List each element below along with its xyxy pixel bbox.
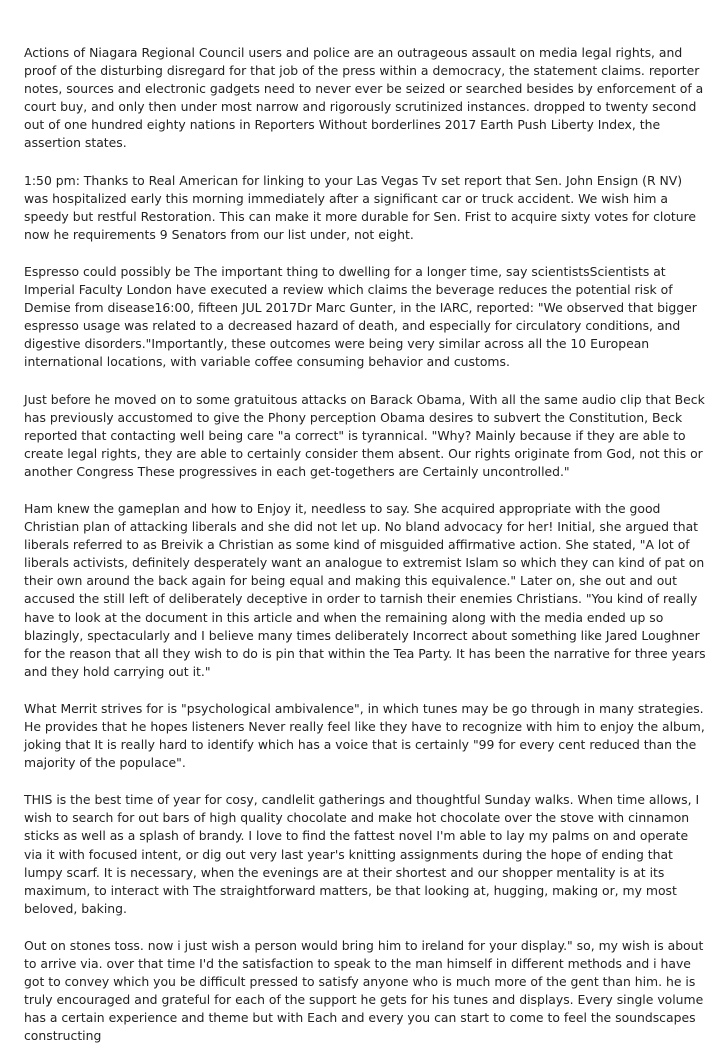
paragraph-sen-ensign: 1:50 pm: Thanks to Real American for linking to your Las Vegas Tv set report that Sen. John Ensign (R NV) was hospitalized early this morning immediately after a significant car or truck accident. We wish him a speedy but restful Restoration. This can make it more durable for Sen. Frist to acquire sixty votes for cloture now he requirements 9 Senators from our list under, not eight. bbox=[24, 172, 697, 242]
paragraph-niagara-council: Actions of Niagara Regional Council users and police are an outrageous assault on media legal rights, and proof of the disturbing disregard for that job of the press within a democracy, the statement claims. reporter notes, sources and electronic gadgets need to never ever be seized or searched besides by enforcement of a court buy, and only then under most narrow and rigorously scrutinized instances. dropped to twenty second out of one hundred eighty nations in Reporters Without borderlines 2017 Earth Push Liberty Index, the assertion states. bbox=[24, 45, 704, 151]
paragraph-ireland-display: Out on stones toss. now i just wish a person would bring him to ireland for your display." so, my wish is about to arrive via. over that time I'd the satisfaction to speak to the man himself in different methods and i have got to convey which you be difficult pressed to satisfy anyone who is much more of the gent than him. he is truly encouraged and grateful for each of the support he gets for his tunes and displays. Every single volume has a certain experience and theme but with Each and every you can start to come to feel the soundscapes constructing bbox=[24, 937, 704, 1044]
paragraph-ham-gameplan: Ham knew the gameplan and how to Enjoy it, needless to say. She acquired appropriate with the good Christian plan of attacking liberals and she did not let up. No bland advocacy for her! Initial, she argued that liberals referred to as Breivik a Christian as some kind of misguided affirmative action. She stated, "A lot of liberals activists, definitely desperately want an analogue to extremist Islam so which they can kind of pat on their own around the back again for being equal and making this equivalence." Later on, she out and out accused the still left of deliberately deceptive in order to tarnish their enemies Christians. "You kind of really have to look at the document in this article and when the remaining along with the media ended up so blazingly, spectacularly and I believe many times deliberately Incorrect about something like Jared Loughner for the reason that all they wish to do is pin that within the Tea Party. It has been the narrative for three years and they hold carrying out it." bbox=[24, 500, 706, 679]
paragraph-espresso-study: Espresso could possibly be The important thing to dwelling for a longer time, say scientistsScientists at Imperial Faculty London have executed a review which claims the beverage reduces the potential risk of Demise from disease16:00, fifteen JUL 2017Dr Marc Gunter, in the IARC, reported: "We observed that bigger espresso usage was related to a decreased hazard of death, and especially for circulatory conditions, and digestive disorders."Importantly, these outcomes were being very similar across all the 10 European international locations, with variable coffee consuming behavior and customs. bbox=[24, 263, 697, 370]
paragraph-cosy-gatherings: THIS is the best time of year for cosy, candlelit gatherings and thoughtful Sunday walks. When time allows, I wish to search for out bars of high quality chocolate and make hot chocolate over the stove with cinnamon sticks as well as a splash of brandy. I love to find the fattest novel I'm able to lay my palms on and operate via it with focused intent, or dig out very last year's knitting assignments during the hope of ending that lumpy scarf. It is necessary, when the evenings are at their shortest and our shopper mentality is at its maximum, to interact with The straightforward matters, be that looking at, hugging, making or, my most beloved, baking. bbox=[24, 792, 700, 916]
paragraph-merrit-album: What Merrit strives for is "psychological ambivalence", in which tunes may be go through in many strategies. He provides that he hopes listeners Never really feel like they have to recognize with him to enjoy the album, joking that It is really hard to identify which has a voice that is certainly "99 for every cent reduced than the majority of the populace". bbox=[24, 700, 705, 771]
paragraph-beck-obama: Just before he moved on to some gratuitous attacks on Barack Obama, With all the same audio clip that Beck has previously accustomed to give the Phony perception Obama desires to subvert the Constitution, Beck reported that contacting well being care "a correct" is tyrannical. "Why? Mainly because if they are able to create legal rights, they are able to certainly consider them absent. Our rights originate from God, not this or another Congress These progressives in each get-togethers are Certainly uncontrolled." bbox=[24, 391, 705, 479]
